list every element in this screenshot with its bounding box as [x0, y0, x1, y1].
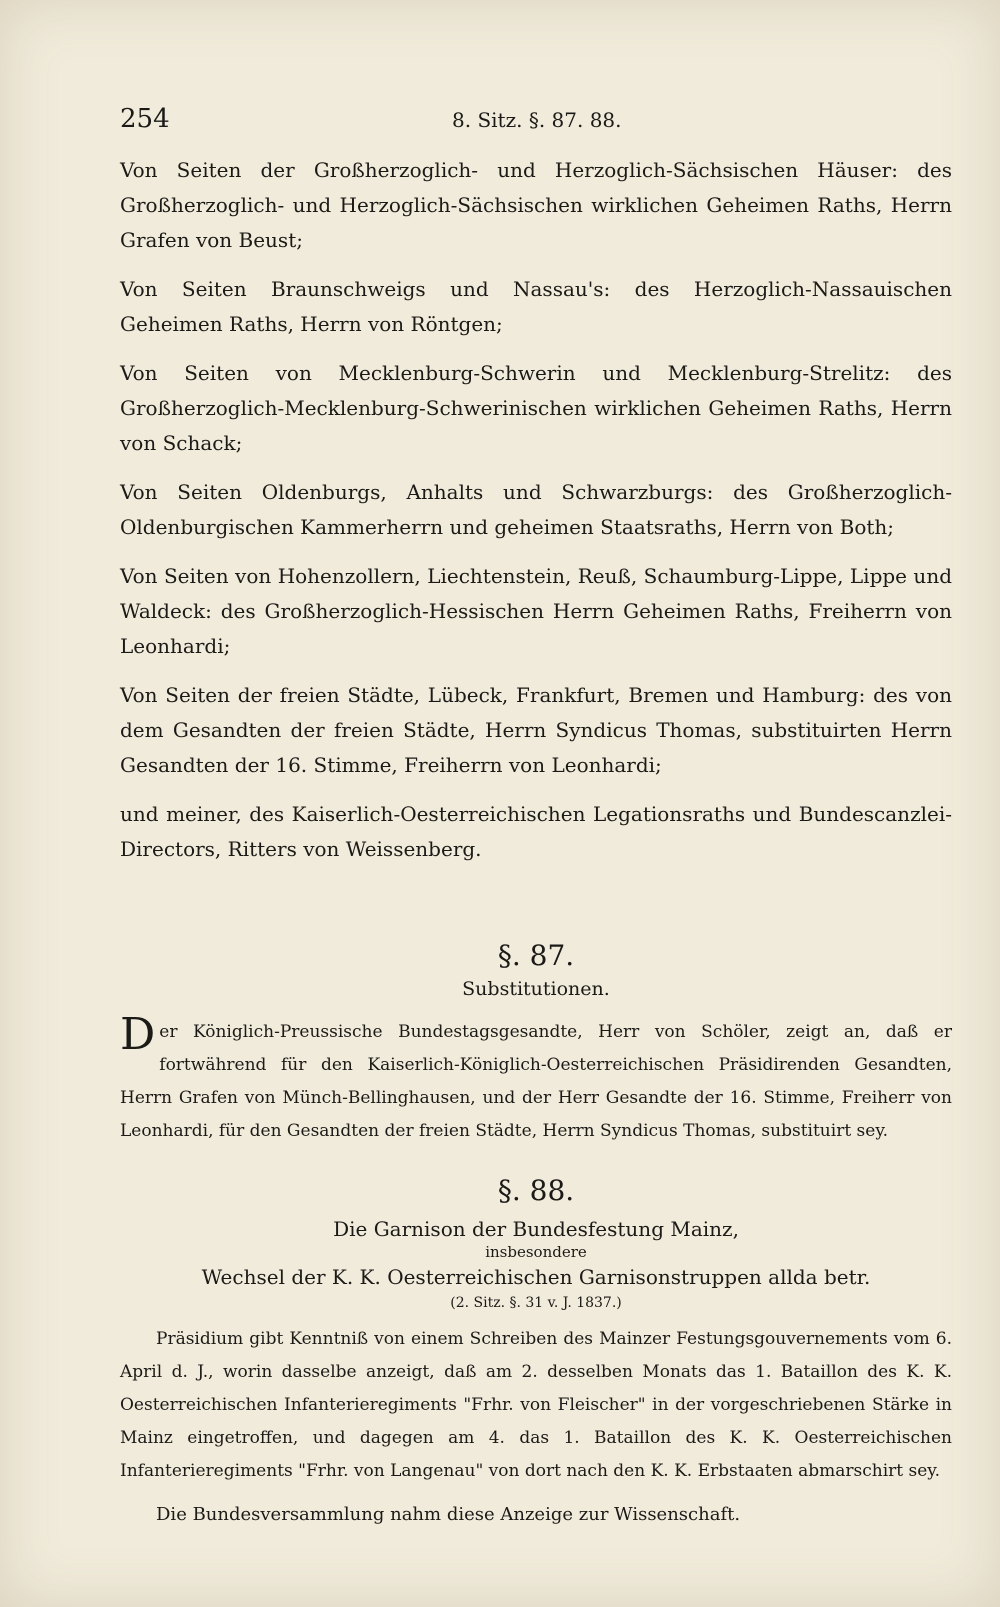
signatory-entry-saxon-houses: Von Seiten der Großherzoglich- und Herzoglich-Sächsischen Häuser: des Großherzoglich- und Herzoglich-Sächsischen wirklichen Geheimen Raths, Herrn Grafen von Beust; — [120, 158, 952, 252]
section-87-body — [120, 1009, 952, 1148]
section-87-title: §. 87. — [497, 939, 575, 972]
section-87-text: er Königlich-Preussische Bundestagsgesandte, Herr von Schöler, zeigt an, daß er fortwährend für den Kaiserlich-Königlich-Oesterreichischen Präsidirenden Gesandten, Herrn Grafen von Münch-Bellinghausen, und der Herr Gesandte der 16. Stimme, Freiherr von Leonhardi, für den Gesandten der freien Städte, Herrn Syndicus Thomas, substituirt sey. — [120, 1022, 952, 1141]
signatory-entry-mecklenburg: Von Seiten von Mecklenburg-Schwerin und Mecklenburg-Strelitz: des Großherzoglich-Mecklenburg-Schwerinischen wirklichen Geheimen Raths, Herrn von Schack; — [120, 361, 952, 455]
signatory-entry-author: und meiner, des Kaiserlich-Oesterreichischen Legationsraths und Bundescanzlei-Directors, Ritters von Weissenberg. — [120, 802, 952, 861]
section-88-closing: Die Bundesversammlung nahm diese Anzeige zur Wissenschaft. — [156, 1504, 741, 1525]
signatories-list — [120, 153, 952, 867]
section-87-subtitle: Substitutionen. — [462, 978, 610, 1000]
section-87 — [120, 939, 952, 1148]
page-header — [120, 104, 952, 145]
signatory-entry-hohenzollern: Von Seiten von Hohenzollern, Liechtenstein, Reuß, Schaumburg-Lippe, Lippe und Waldeck: des Großherzoglich-Hessischen Herrn Geheimen Raths, Freiherrn von Leonhardi; — [120, 564, 952, 658]
section-88-topic-detail: Wechsel der K. K. Oesterreichischen Garnisonstruppen allda betr. — [201, 1265, 871, 1289]
signatory-entry-free-cities: Von Seiten der freien Städte, Lübeck, Frankfurt, Bremen und Hamburg: des von dem Gesandten der freien Städte, Herrn Syndicus Thomas, substituirten Herrn Gesandten der 16. Stimme, Freiherrn von Leonhardi; — [120, 683, 952, 777]
page-content — [120, 104, 952, 1532]
running-head: 8. Sitz. §. 87. 88. — [452, 108, 622, 132]
drop-cap: D — [120, 1009, 156, 1060]
section-88-topic: Die Garnison der Bundesfestung Mainz, — [333, 1217, 739, 1241]
signatory-entry-oldenburg: Von Seiten Oldenburgs, Anhalts und Schwarzburgs: des Großherzoglich-Oldenburgischen Kammerherrn und geheimen Staatsraths, Herrn von Both; — [120, 480, 952, 539]
signatory-entry-brunswick-nassau: Von Seiten Braunschweigs und Nassau's: des Herzoglich-Nassauischen Geheimen Raths, Herrn von Röntgen; — [120, 277, 952, 336]
section-88-reference: (2. Sitz. §. 31 v. J. 1837.) — [450, 1295, 622, 1311]
section-88 — [120, 1174, 952, 1532]
section-88-topic-connector: insbesondere — [485, 1243, 587, 1261]
section-88-title: §. 88. — [497, 1174, 575, 1207]
page-number: 254 — [120, 104, 170, 134]
section-88-body: Präsidium gibt Kenntniß von einem Schreiben des Mainzer Festungsgouvernements vom 6. April d. J., worin dasselbe anzeigt, daß am 2. desselben Monats das 1. Bataillon des K. K. Oesterreichischen Infanterieregiments "Frhr. von Fleischer" in der vorgeschriebenen Stärke in Mainz eingetroffen, und dagegen am 4. das 1. Bataillon des K. K. Oesterreichischen Infanterieregiments "Frhr. von Langenau" von dort nach den K. K. Erbstaaten abmarschirt sey. — [120, 1329, 952, 1481]
